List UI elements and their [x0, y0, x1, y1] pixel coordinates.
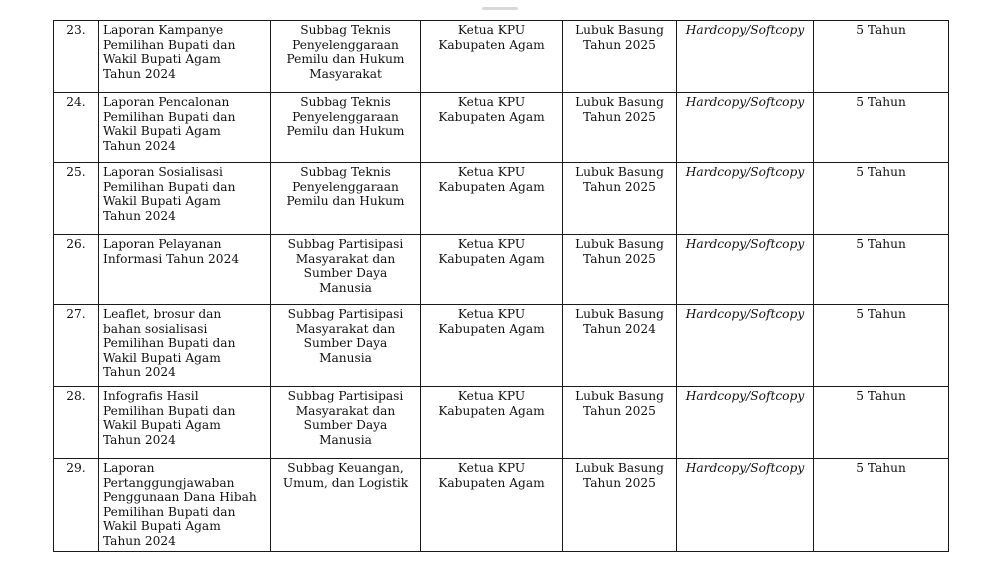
responsible-official: Ketua KPU Kabupaten Agam	[421, 387, 563, 459]
media-format: Hardcopy/Softcopy	[677, 387, 814, 459]
work-unit: Subbag Partisipasi Masyarakat dan Sumber Daya Manusia	[271, 235, 421, 305]
retention-period: 5 Tahun	[814, 21, 949, 93]
work-unit: Subbag Partisipasi Masyarakat dan Sumber Daya Manusia	[271, 387, 421, 459]
row-number: 23.	[54, 21, 99, 93]
location-year: Lubuk Basung Tahun 2025	[563, 163, 677, 235]
record-name: Laporan Pertanggungjawaban Penggunaan Dana Hibah Pemilihan Bupati dan Wakil Bupati Agam Tahun 2024	[99, 459, 271, 552]
row-number: 27.	[54, 305, 99, 387]
retention-period: 5 Tahun	[814, 163, 949, 235]
retention-period: 5 Tahun	[814, 305, 949, 387]
media-format: Hardcopy/Softcopy	[677, 163, 814, 235]
record-name: Laporan Pencalonan Pemilihan Bupati dan Wakil Bupati Agam Tahun 2024	[99, 93, 271, 163]
work-unit: Subbag Teknis Penyelenggaraan Pemilu dan Hukum	[271, 163, 421, 235]
table-row	[54, 459, 949, 552]
row-number: 29.	[54, 459, 99, 552]
work-unit: Subbag Teknis Penyelenggaraan Pemilu dan Hukum	[271, 93, 421, 163]
row-number: 26.	[54, 235, 99, 305]
record-name: Laporan Pelayanan Informasi Tahun 2024	[99, 235, 271, 305]
scroll-indicator[interactable]	[482, 7, 518, 10]
table-row	[54, 93, 949, 163]
row-number: 28.	[54, 387, 99, 459]
responsible-official: Ketua KPU Kabupaten Agam	[421, 459, 563, 552]
record-name: Laporan Sosialisasi Pemilihan Bupati dan Wakil Bupati Agam Tahun 2024	[99, 163, 271, 235]
work-unit: Subbag Teknis Penyelenggaraan Pemilu dan Hukum Masyarakat	[271, 21, 421, 93]
record-name: Infografis Hasil Pemilihan Bupati dan Wakil Bupati Agam Tahun 2024	[99, 387, 271, 459]
retention-period: 5 Tahun	[814, 235, 949, 305]
media-format: Hardcopy/Softcopy	[677, 305, 814, 387]
media-format: Hardcopy/Softcopy	[677, 459, 814, 552]
work-unit: Subbag Partisipasi Masyarakat dan Sumber Daya Manusia	[271, 305, 421, 387]
row-number: 24.	[54, 93, 99, 163]
location-year: Lubuk Basung Tahun 2025	[563, 235, 677, 305]
retention-period: 5 Tahun	[814, 93, 949, 163]
work-unit: Subbag Keuangan, Umum, dan Logistik	[271, 459, 421, 552]
media-format: Hardcopy/Softcopy	[677, 21, 814, 93]
media-format: Hardcopy/Softcopy	[677, 93, 814, 163]
retention-period: 5 Tahun	[814, 387, 949, 459]
table-row	[54, 163, 949, 235]
location-year: Lubuk Basung Tahun 2025	[563, 387, 677, 459]
retention-period: 5 Tahun	[814, 459, 949, 552]
location-year: Lubuk Basung Tahun 2025	[563, 93, 677, 163]
location-year: Lubuk Basung Tahun 2024	[563, 305, 677, 387]
location-year: Lubuk Basung Tahun 2025	[563, 21, 677, 93]
table-row	[54, 387, 949, 459]
responsible-official: Ketua KPU Kabupaten Agam	[421, 305, 563, 387]
responsible-official: Ketua KPU Kabupaten Agam	[421, 21, 563, 93]
table-row	[54, 235, 949, 305]
location-year: Lubuk Basung Tahun 2025	[563, 459, 677, 552]
responsible-official: Ketua KPU Kabupaten Agam	[421, 93, 563, 163]
record-name: Leaflet, brosur dan bahan sosialisasi Pemilihan Bupati dan Wakil Bupati Agam Tahun 2024	[99, 305, 271, 387]
responsible-official: Ketua KPU Kabupaten Agam	[421, 235, 563, 305]
table-row	[54, 305, 949, 387]
table-row	[54, 21, 949, 93]
media-format: Hardcopy/Softcopy	[677, 235, 814, 305]
row-number: 25.	[54, 163, 99, 235]
archive-table	[53, 20, 949, 552]
record-name: Laporan Kampanye Pemilihan Bupati dan Wakil Bupati Agam Tahun 2024	[99, 21, 271, 93]
responsible-official: Ketua KPU Kabupaten Agam	[421, 163, 563, 235]
